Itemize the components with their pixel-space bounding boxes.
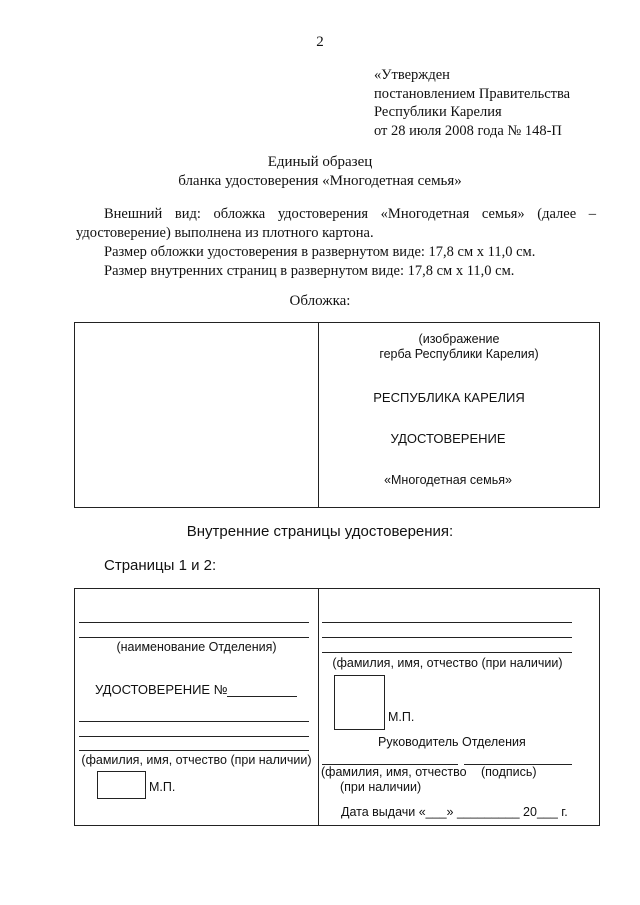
inner-heading: Внутренние страницы удостоверения: <box>186 523 454 540</box>
cover-republic: РЕСПУБЛИКА КАРЕЛИЯ <box>373 390 525 405</box>
name-line-1 <box>79 721 309 722</box>
approval-line-1: «Утвержден <box>374 67 450 83</box>
head-fio-line-1: (фамилия, имя, отчество <box>321 765 467 779</box>
description-p3: Размер внутренних страниц в развернутом виде: 17,8 см х 11,0 см. <box>104 263 515 279</box>
description <box>76 205 596 281</box>
right-stamp-label: М.П. <box>388 710 415 724</box>
head-fio-line-2: (при наличии) <box>340 780 422 794</box>
head-of-department: Руководитель Отделения <box>378 735 526 749</box>
page-number: 2 <box>316 34 324 50</box>
cover-heading: Обложка: <box>289 293 351 309</box>
approval-line-4: от 28 июля 2008 года № 148-П <box>374 122 562 139</box>
department-line-1 <box>79 622 309 623</box>
right-line-3 <box>322 652 572 653</box>
description-p1-line2: удостоверение) выполнена из плотного картона. <box>76 225 374 241</box>
department-caption: (наименование Отделения) <box>116 640 277 654</box>
issue-date <box>341 805 568 819</box>
certificate-number-label: УДОСТОВЕРЕНИЕ № <box>95 682 228 697</box>
inner-fold-line <box>318 589 319 825</box>
issue-year-prefix: 20 <box>519 805 537 819</box>
title-line-1: Единый образец <box>267 154 373 170</box>
right-line-1 <box>322 622 572 623</box>
name-line-2 <box>79 736 309 737</box>
right-line-2 <box>322 637 572 638</box>
description-p1-line1: Внешний вид: обложка удостоверения «Многодетная семья» (далее – <box>104 206 596 222</box>
cover-family: «Многодетная семья» <box>384 473 512 487</box>
cover-certificate: УДОСТОВЕРЕНИЕ <box>390 431 506 446</box>
document-title <box>0 153 640 191</box>
emblem-line-2: герба Республики Карелия) <box>379 347 539 361</box>
name-line-3 <box>79 750 309 751</box>
approval-stamp <box>374 66 570 140</box>
pages-label: Страницы 1 и 2: <box>104 557 217 574</box>
approval-line-2: постановлением Правительства <box>374 85 571 102</box>
approval-line-3: Республики Карелия <box>374 104 502 120</box>
title-line-2: бланка удостоверения «Многодетная семья» <box>178 173 462 189</box>
inner-pages-layout <box>74 588 600 826</box>
left-stamp-box <box>97 771 146 799</box>
cover-layout <box>74 322 600 508</box>
right-fio-caption: (фамилия, имя, отчество (при наличии) <box>332 656 563 670</box>
issue-date-mid: » <box>446 805 457 819</box>
certificate-number-blank <box>227 696 297 697</box>
issue-date-prefix: Дата выдачи « <box>341 805 426 819</box>
issue-day-blank: ___ <box>425 805 447 819</box>
description-p2: Размер обложки удостоверения в развернутом виде: 17,8 см х 11,0 см. <box>104 244 536 260</box>
department-line-2 <box>79 637 309 638</box>
signature-caption: (подпись) <box>481 765 537 779</box>
issue-year-blank: ___ <box>536 805 558 819</box>
emblem-placeholder <box>319 332 599 362</box>
left-stamp-label: М.П. <box>149 780 176 794</box>
issue-date-suffix: г. <box>557 805 568 819</box>
issue-month-blank: _________ <box>456 805 520 819</box>
certificate-number <box>95 682 228 697</box>
emblem-line-1: (изображение <box>418 332 500 346</box>
photo-box <box>334 675 385 730</box>
left-fio-caption: (фамилия, имя, отчество (при наличии) <box>81 753 312 767</box>
